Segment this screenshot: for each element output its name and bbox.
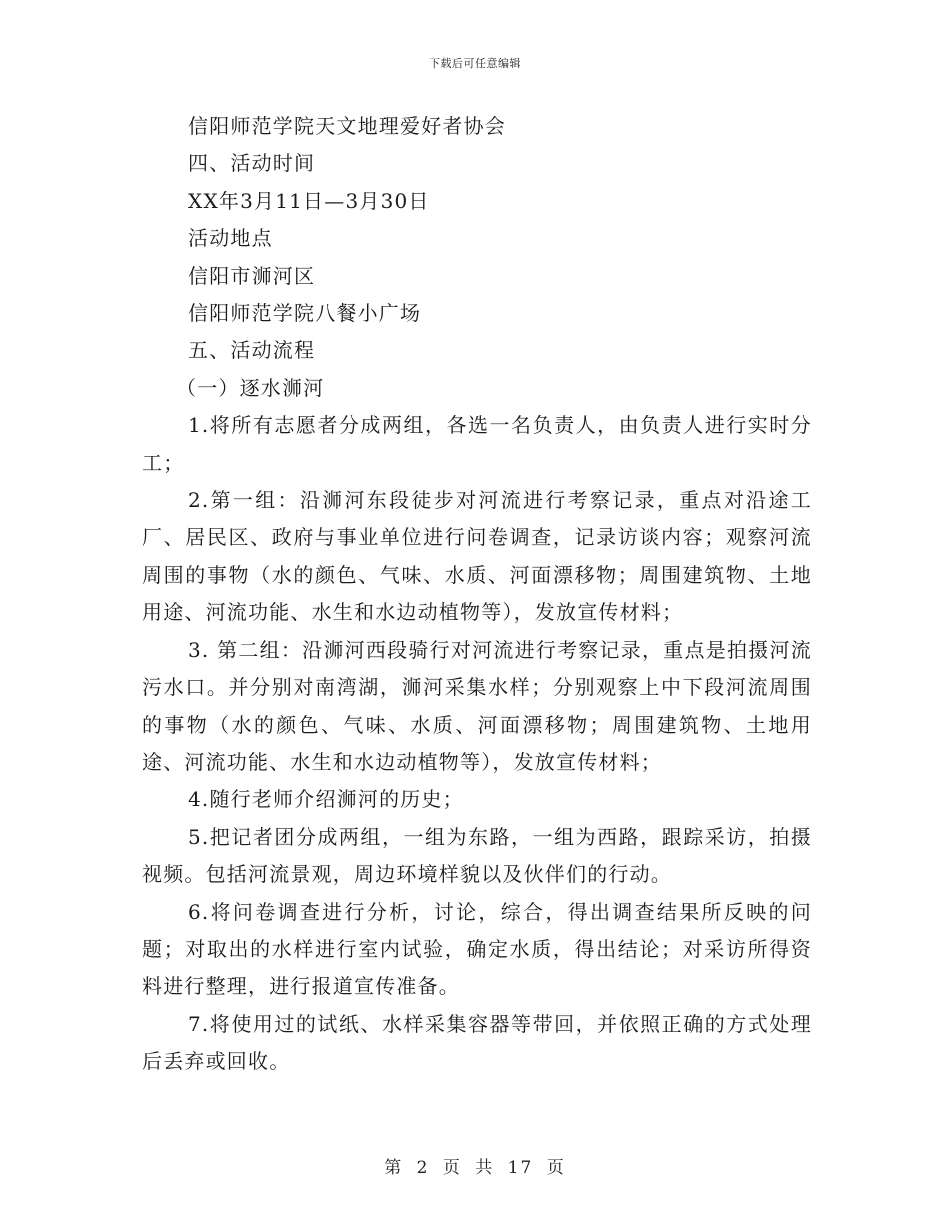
page-number-footer: 第 2 页 共 17 页 (384, 1158, 566, 1178)
process-step-1: 1.将所有志愿者分成两组，各选一名负责人，由负责人进行实时分工； (142, 413, 812, 475)
activity-date-range: XX年3月11日—3月30日 (188, 188, 430, 213)
page-header: 下载后可任意编辑 (429, 57, 521, 70)
process-step-5: 5.把记者团分成两组，一组为东路，一组为西路，跟踪采访，拍摄视频。包括河流景观，周边环境样貌以及伙伴们的行动。 (142, 824, 812, 887)
section-heading-process: 五、活动流程 (188, 338, 316, 363)
section-heading-time: 四、活动时间 (188, 151, 316, 176)
process-step-6: 6.将问卷调查进行分析，讨论，综合，得出调查结果所反映的问题；对取出的水样进行室内试验，确定水质，得出结论；对采访所得资料进行整理，进行报道宣传准备。 (142, 899, 812, 999)
process-step-3: 3. 第二组：沿浉河西段骑行对河流进行考察记录，重点是拍摄河流污水口。并分别对南湾湖，浉河采集水样；分别观察上中下段河流周围的事物（水的颜色、气味、水质、河面漂移物；周围建筑物、土地用途、河流功能、水生和水边动植物等），发放宣传材料； (142, 637, 812, 774)
location-venue: 信阳师范学院八餐小广场 (188, 301, 422, 326)
process-step-4: 4.随行老师介绍浉河的历史； (188, 787, 464, 812)
subsection-heading: （一）逐水浉河 (176, 375, 325, 400)
organizer-line: 信阳师范学院天文地理爱好者协会 (188, 114, 506, 138)
location-district: 信阳市浉河区 (188, 263, 316, 288)
process-step-2: 2.第一组：沿浉河东段徒步对河流进行考察记录，重点对沿途工厂、居民区、政府与事业单位进行问卷调查，记录访谈内容；观察河流周围的事物（水的颜色、气味、水质、河面漂移物；周围建筑物、土地用途、河流功能、水生和水边动植物等），发放宣传材料； (142, 488, 812, 625)
process-step-7: 7.将使用过的试纸、水样采集容器等带回，并依照正确的方式处理后丢弃或回收。 (142, 1011, 812, 1074)
location-heading: 活动地点 (188, 226, 273, 251)
document-body (142, 108, 812, 1081)
